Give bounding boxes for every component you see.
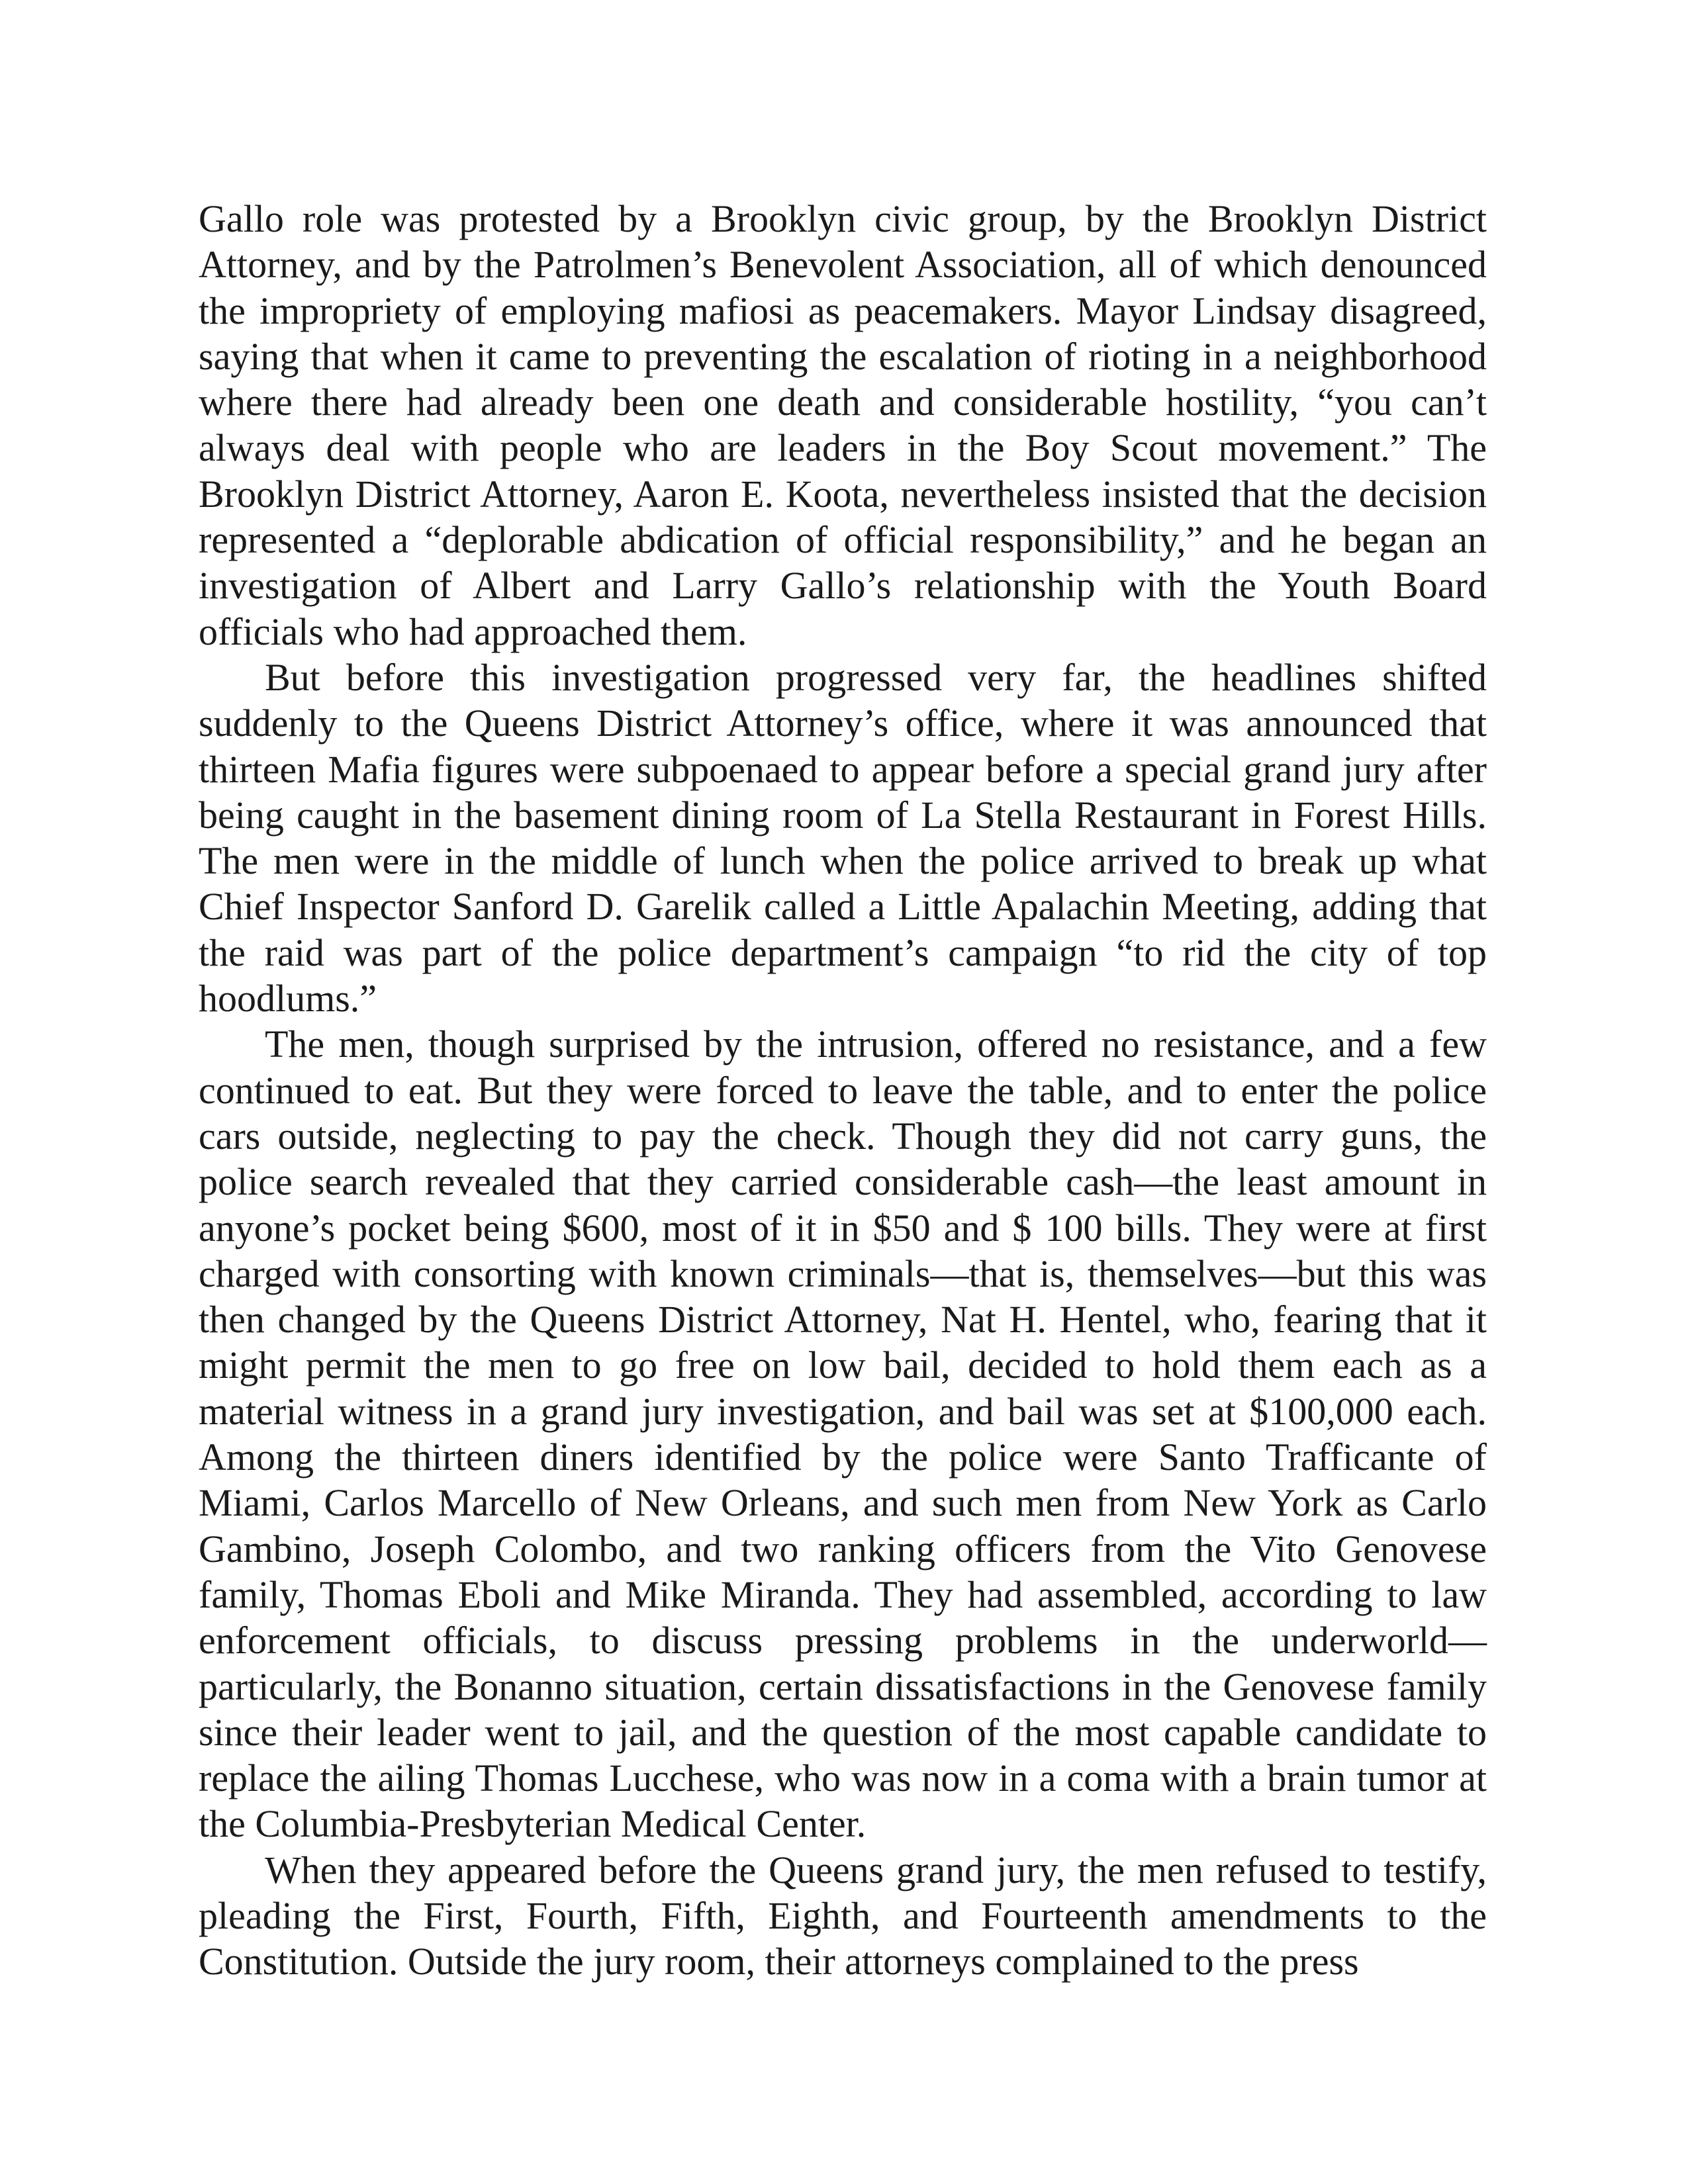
paragraph-grand-jury: When they appeared before the Queens grand jury, the men refused to testify, pleading the First, Fourth, Fifth, Eighth, and Fourteenth amendments to the Constitution. Outside the jury room, their attorneys complained to the press — [199, 1848, 1487, 1983]
document-page — [199, 196, 1487, 1985]
paragraph-gallo-role: Gallo role was protested by a Brooklyn civic group, by the Brooklyn District Attorney, and by the Patrolmen’s Benevolent Association, all of which denounced the impropriety of employing mafiosi as peacemakers. Mayor Lindsay disagreed, saying that when it came to preventing the escalation of rioting in a neighborhood where there had already been one death and considerable hostility, “you can’t always deal with people who are leaders in the Boy Scout movement.” The Brooklyn District Attorney, Aaron E. Koota, nevertheless insisted that the decision represented a “deplorable abdication of official responsibility,” and he began an investigation of Albert and Larry Gallo’s relationship with the Youth Board officials who had approached them. — [199, 197, 1487, 653]
paragraph-queens-raid: But before this investigation progressed very far, the headlines shifted suddenly to the Queens District Attorney’s office, where it was announced that thirteen Mafia figures were subpoenaed to appear before a special grand jury after being caught in the basement dining room of La Stella Restaurant in Forest Hills. The men were in the middle of lunch when the police arrived to break up what Chief Inspector Sanford D. Garelik called a Little Apalachin Meeting, adding that the raid was part of the police department’s campaign “to rid the city of top hoodlums.” — [199, 655, 1487, 1021]
paragraph-arrest-details: The men, though surprised by the intrusion, offered no resistance, and a few continued to eat. But they were forced to leave the table, and to enter the police cars outside, neglecting to pay the check. Though they did not carry guns, the police search revealed that they carried considerable cash—the least amount in anyone’s pocket being $600, most of it in $50 and $ 100 bills. They were at first charged with consorting with known criminals—that is, themselves—but this was then changed by the Queens District Attorney, Nat H. Hentel, who, fearing that it might permit the men to go free on low bail, decided to hold them each as a material witness in a grand jury investigation, and bail was set at $100,000 each. Among the thirteen diners identified by the police were Santo Trafficante of Miami, Carlos Marcello of New Orleans, and such men from New York as Carlo Gambino, Joseph Colombo, and two ranking officers from the Vito Genovese family, Thomas Eboli and Mike Miranda. They had assembled, according to law enforcement officials, to discuss pressing problems in the underworld—particularly, the Bonanno situation, certain dissatisfactions in the Genovese family since their leader went to jail, and the question of the most capable candidate to replace the ailing Thomas Lucchese, who was now in a coma with a brain tumor at the Columbia-Presbyterian Medical Center. — [199, 1023, 1487, 1846]
